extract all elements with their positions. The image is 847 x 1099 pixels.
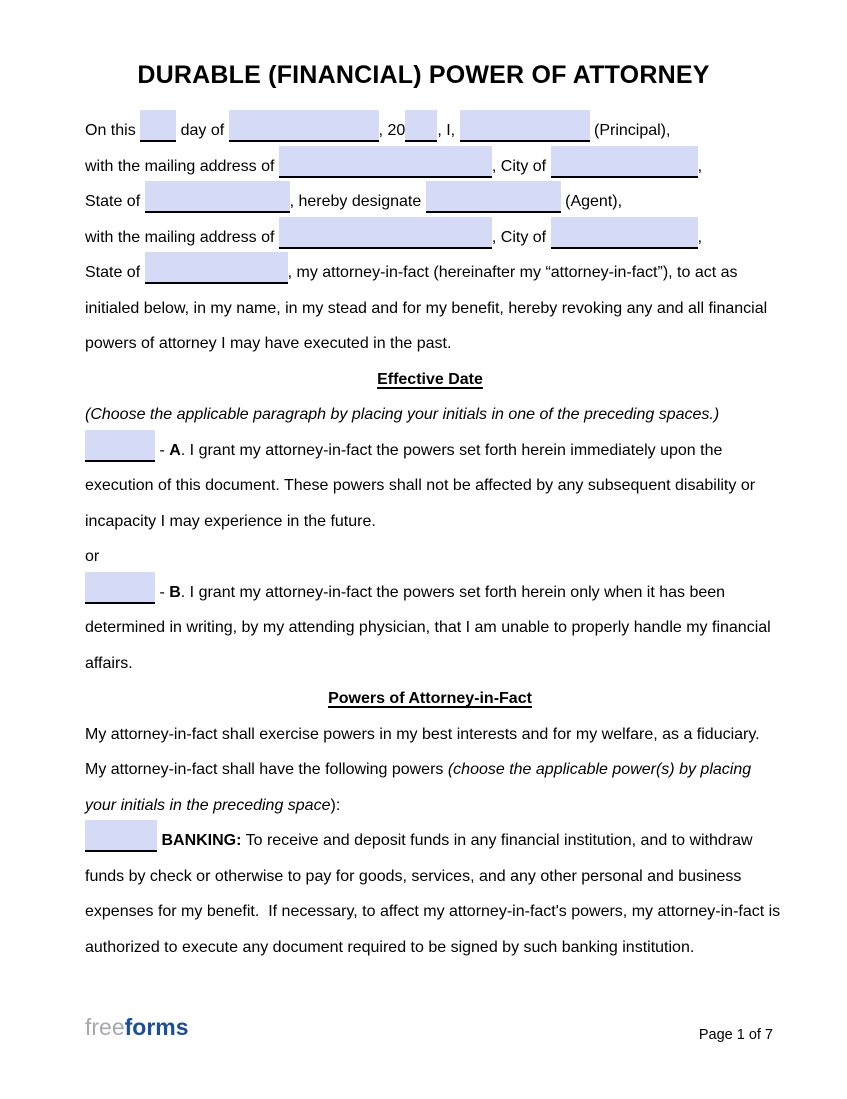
text-segment: -	[155, 583, 170, 601]
principal-state-blank[interactable]	[145, 181, 290, 213]
banking-line-4	[85, 930, 775, 966]
text-segment: , 20	[378, 122, 406, 139]
logo-free-text: free	[85, 1014, 125, 1040]
text-segment: State of	[85, 193, 145, 210]
intro-line-4	[85, 220, 775, 256]
effective-date-heading-line	[85, 362, 775, 398]
text-segment: B	[169, 583, 181, 601]
banking-line-1	[85, 823, 775, 859]
principal-address-blank[interactable]	[279, 146, 492, 178]
month-blank[interactable]	[229, 110, 379, 142]
option-b-line-1	[85, 575, 775, 611]
text-segment: (Principal),	[589, 122, 671, 139]
day-blank[interactable]	[140, 110, 176, 142]
text-segment: affairs.	[85, 654, 133, 672]
text-segment: , City of	[491, 228, 551, 246]
powers-heading-line	[85, 681, 775, 717]
text-segment: determined in writing, by my attending physician, that I am unable to properly handle my financial	[85, 619, 771, 636]
banking-line-3	[85, 894, 781, 930]
text-segment: My attorney-in-fact shall exercise powers in my best interests and for my welfare, as a fiduciary.	[85, 725, 760, 743]
text-segment: . I grant my attorney-in-fact the powers set forth herein immediately upon the	[180, 441, 723, 459]
text-segment: -	[155, 441, 170, 459]
logo-forms-text: forms	[124, 1014, 189, 1040]
intro-line-3	[85, 184, 775, 220]
year-blank[interactable]	[405, 110, 437, 142]
text-segment: funds by check or otherwise to pay for goods, services, and any other personal and business	[85, 867, 742, 885]
powers-intro-line-2	[85, 752, 775, 788]
option-b-line-3	[85, 646, 775, 682]
text-segment: authorized to execute any document required to be signed by such banking institution.	[85, 938, 695, 956]
text-segment: day of	[176, 122, 229, 139]
text-segment: , City of	[491, 157, 551, 175]
text-segment: My attorney-in-fact shall have the following powers	[85, 761, 448, 778]
option-a-initials-blank[interactable]	[85, 430, 155, 462]
freeforms-logo	[85, 1012, 189, 1042]
document-title: DURABLE (FINANCIAL) POWER OF ATTORNEY	[137, 61, 710, 89]
text-segment: , hereby designate	[289, 193, 426, 210]
text-segment: ,	[697, 157, 703, 175]
text-segment: . I grant my attorney-in-fact the powers set forth herein only when it has been	[180, 583, 726, 601]
text-segment: ,	[697, 228, 703, 246]
agent-address-blank[interactable]	[279, 217, 492, 249]
principal-city-blank[interactable]	[551, 146, 698, 178]
powers-intro-line-1	[85, 717, 775, 753]
effective-date-instruction: (Choose the applicable paragraph by placing your initials in one of the preceding spaces.)	[85, 406, 720, 423]
option-b-line-2	[85, 610, 775, 646]
option-a-line-3	[85, 504, 775, 540]
agent-state-blank[interactable]	[145, 252, 288, 284]
powers-intro-line-3	[85, 788, 775, 824]
intro-line-2	[85, 149, 775, 185]
intro-line-5	[85, 255, 775, 291]
text-segment: powers of attorney I may have executed in the past.	[85, 335, 452, 352]
document-body	[85, 113, 781, 965]
option-b-initials-blank[interactable]	[85, 572, 155, 604]
text-segment: ):	[330, 796, 341, 814]
banking-initials-blank[interactable]	[85, 820, 157, 852]
text-segment: On this	[85, 122, 141, 139]
option-a-line-2	[85, 468, 775, 504]
text-segment: with the mailing address of	[85, 228, 279, 246]
text-segment: incapacity I may experience in the future.	[85, 512, 376, 530]
text-segment: BANKING:	[161, 832, 242, 849]
banking-line-2	[85, 859, 775, 895]
option-a-line-1	[85, 433, 775, 469]
text-segment: initialed below, in my name, in my stead and for my benefit, hereby revoking any and all financial	[85, 299, 768, 317]
effective-date-heading: Effective Date	[377, 370, 483, 388]
agent-name-blank[interactable]	[426, 181, 561, 213]
intro-line-6	[85, 291, 775, 327]
text-segment: (Agent),	[560, 193, 623, 210]
text-segment: , my attorney-in-fact (hereinafter my “attorney-in-fact”), to act as	[287, 264, 738, 281]
text-segment: A	[169, 441, 181, 459]
principal-name-blank[interactable]	[460, 110, 590, 142]
text-segment: (choose the applicable power(s) by placing	[447, 761, 752, 778]
text-segment: your initials in the preceding space	[85, 796, 331, 814]
text-segment: State of	[85, 264, 145, 281]
text-segment: with the mailing address of	[85, 157, 279, 175]
intro-line-7	[85, 326, 775, 362]
or-label: or	[85, 548, 100, 565]
page-number: Page 1 of 7	[698, 1027, 773, 1043]
intro-line-1	[85, 113, 775, 149]
agent-city-blank[interactable]	[551, 217, 698, 249]
text-segment: execution of this document. These powers shall not be affected by any subsequent disability or	[85, 477, 756, 494]
text-segment: To receive and deposit funds in any financial institution, and to withdraw	[241, 832, 753, 849]
text-segment: , I,	[437, 122, 460, 139]
text-segment: expenses for my benefit. If necessary, to affect my attorney-in-fact's powers, my attorney-in-fact is	[85, 903, 781, 920]
powers-heading: Powers of Attorney-in-Fact	[328, 690, 532, 707]
